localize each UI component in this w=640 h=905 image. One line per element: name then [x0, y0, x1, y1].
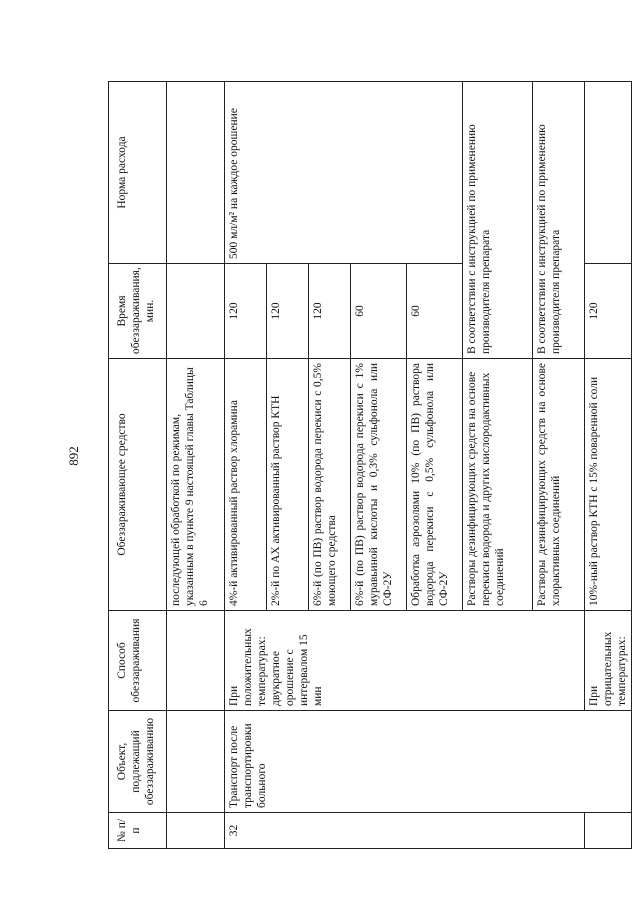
time-cell: 60	[351, 264, 407, 359]
agent-cell: 4%-й активированный раствор хлорамина	[225, 359, 267, 611]
table-row	[167, 82, 225, 849]
time-cell: 120	[585, 264, 632, 359]
instruction-cell: В соответствии с инструкцией по применению производителя препарата	[463, 82, 533, 359]
time-cell: 120	[309, 264, 351, 359]
time-cell: 120	[267, 264, 309, 359]
header-num: № п/п	[109, 813, 167, 849]
cell-empty	[167, 711, 225, 813]
agent-cell: 2%-й по АХ активированный раствор КТН	[267, 359, 309, 611]
cell-empty	[167, 264, 225, 359]
instruction-cell: В соответствии с инструкцией по применению производителя препарата	[533, 82, 585, 359]
cell-empty	[167, 813, 225, 849]
agent-cell: 6%-й (по ПВ) раствор водорода перекиси с 1% муравьиной кислоты и 0,3% сульфонола или СФ-2У	[351, 359, 407, 611]
time-cell: 120	[225, 264, 267, 359]
agent-cell: Обработка аэрозолями 10% (по ПВ) раствора водорода перекиси с 0,5% сульфонола или СФ-2У	[407, 359, 463, 611]
rotated-page	[108, 82, 629, 849]
agent-cell: 6%-й (по ПВ) раствор водорода перекиси с 0,5% моющего средства	[309, 359, 351, 611]
object-cell: Транспорт после транспортировки больного	[225, 711, 632, 813]
table-frame	[108, 82, 629, 849]
header-object: Объект, подлежащий обеззараживанию	[109, 711, 167, 813]
header-time: Время обеззараживания, мин.	[109, 264, 167, 359]
row-number: 32	[225, 813, 585, 849]
disinfection-table	[108, 81, 632, 849]
header-method: Способ обеззараживания	[109, 611, 167, 711]
header-agent: Обеззараживающее средство	[109, 359, 167, 611]
agent-cell: Растворы дезинфицирующих средств на основе перекиси водорода и других кислородактивных соединений	[463, 359, 533, 611]
table-row	[225, 82, 267, 849]
header-norm: Норма расхода	[109, 82, 167, 264]
cell-empty	[585, 813, 632, 849]
method-positive: При положительных температурах: двукратное орошение с интервалом 15 мин	[225, 611, 585, 711]
method-negative: При отрицательных температурах:	[585, 611, 632, 711]
header-row	[109, 82, 167, 849]
cell-empty	[167, 611, 225, 711]
time-cell: 60	[407, 264, 463, 359]
cell-empty	[585, 82, 632, 264]
cell-empty	[167, 82, 225, 264]
agent-cell: 10%-ный раствор КТН с 15% поваренной соли	[585, 359, 632, 611]
agent-cell: Растворы дезинфицирующих средств на основе хлорактивных соединений	[533, 359, 585, 611]
page-number: 892	[65, 446, 81, 466]
norm-cell: 500 мл/м² на каждое орошение	[225, 82, 463, 264]
agent-cell: последующей обработкой по режимам, указанным в пункте 9 настоящей главы Таблицы 6	[167, 359, 225, 611]
